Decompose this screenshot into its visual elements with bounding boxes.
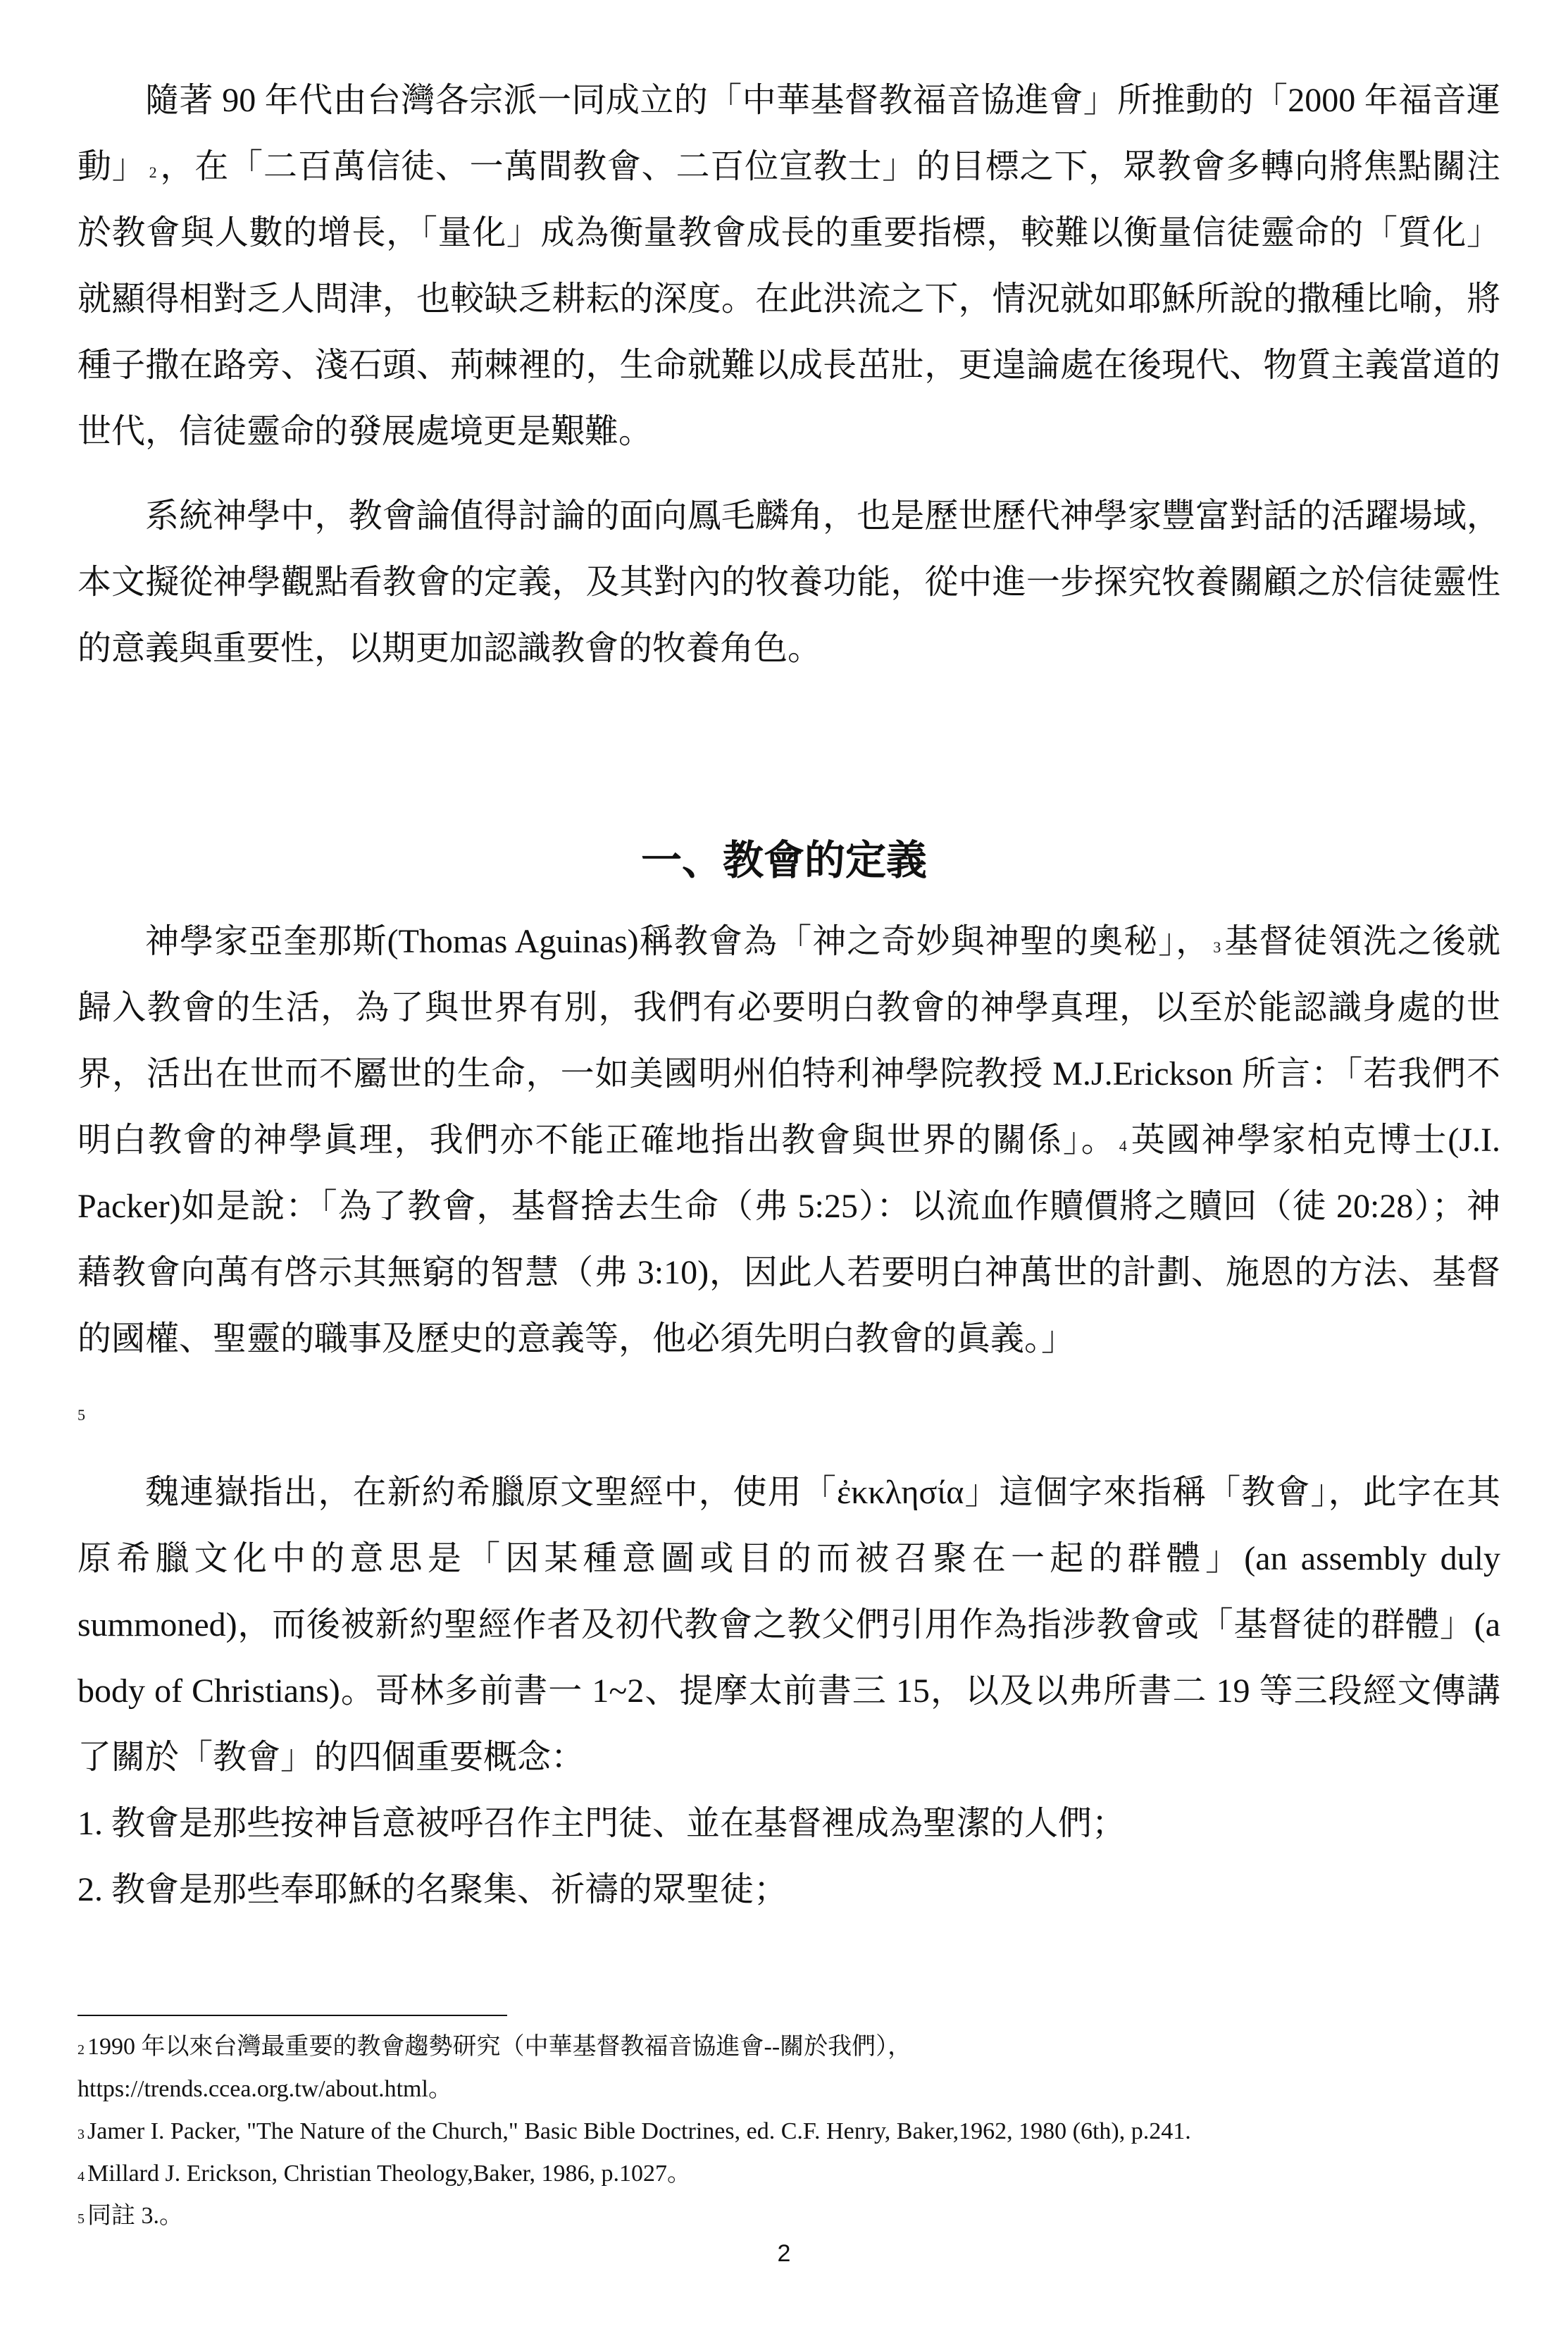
- paragraph-3-text-a: 神學家亞奎那斯(Thomas Aguinas)稱教會為「神之奇妙與神聖的奧秘」，: [145, 923, 1211, 960]
- list-item-1: 1. 教會是那些按神旨意被呼召作主門徒、並在基督裡成為聖潔的人們；: [77, 1805, 1126, 1842]
- footnote-5: [77, 2195, 1500, 2237]
- paragraph-4: 魏連嶽指出，在新約希臘原文聖經中，使用「ἐκκλησία」這個字來指稱「教會」，此字在其原希臘文化中的意思是「因某種意圖或目的而被召聚在一起的群體」(an assembly duly summoned)，而後被新約聖經作者及初代教會之教父們引用作為指涉教會或「基督徒的群體」(a body of Christians)。哥林多前書一 1~2、提摩太前書三 15，以及以弗所書二 19 等三段經文傳講了關於「教會」的四個重要概念：: [77, 1474, 1500, 1776]
- paragraph-1: [77, 68, 1500, 465]
- footnotes: [77, 2026, 1500, 2237]
- footnote-separator: [77, 2015, 507, 2016]
- paragraph-3-text-c: 英國神學家柏克博士(J.I. Packer)如是說：「為了教會，基督捨去生命（弗 5:25）：以流血作贖價將之贖回（徒 20:28）；神藉教會向萬有啓示其無窮的智慧（弗 3:10)，因此人若要明白神萬世的計劃、施恩的方法、基督的國權、聖靈的職事及歷史的意義等，他必須先明白教會的眞義。」: [77, 1121, 1500, 1357]
- paragraph-1-text-b: ，在「二百萬信徒、一萬間教會、二百位宣教士」的目標之下，眾教會多轉向將焦點關注於教會與人數的增長，「量化」成為衡量教會成長的重要指標，較難以衡量信徒靈命的「質化」就顯得相對乏人問津，也較缺乏耕耘的深度。在此洪流之下，情況就如耶穌所說的撒種比喻，將種子撒在路旁、淺石頭、荊棘裡的，生命就難以成長茁壯，更遑論處在後現代、物質主義當道的世代，信徒靈命的發展處境更是艱難。: [77, 148, 1500, 450]
- paragraph-2: 系統神學中，教會論值得討論的面向鳳毛麟角，也是歷世歷代神學家豐富對話的活躍場域，本文擬從神學觀點看教會的定義，及其對內的牧養功能，從中進一步探究牧養關顧之於信徒靈性的意義與重要性，以期更加認識教會的牧養角色。: [77, 497, 1500, 667]
- footnote-2-url[interactable]: [77, 2068, 1500, 2111]
- paragraph-3: [77, 909, 1500, 1372]
- list-item-2: 2. 教會是那些奉耶穌的名聚集、祈禱的眾聖徒；: [77, 1871, 788, 1908]
- footnote-3: [77, 2111, 1500, 2153]
- footnote-2-number: 2: [77, 2042, 85, 2058]
- footnote-3-text: Jamer I. Packer, "The Nature of the Church," Basic Bible Doctrines, ed. C.F. Henry, Baker,1962, 1980 (6th), p.241.: [87, 2118, 1191, 2144]
- footnote-2: [77, 2026, 1500, 2068]
- footnote-ref-2[interactable]: 2: [149, 163, 157, 181]
- page-number: 2: [777, 2240, 791, 2267]
- footnote-ref-3[interactable]: 3: [1213, 938, 1221, 956]
- footnote-2-link[interactable]: https://trends.ccea.org.tw/about.html。: [77, 2076, 452, 2102]
- paragraph-1-text-a: 隨著 90 年代由台灣各宗派一同成立的「中華基督教福音協進會」所推動的「2000 年福音運動」: [77, 82, 1500, 185]
- footnote-4: [77, 2153, 1500, 2195]
- footnote-4-number: 4: [77, 2169, 85, 2184]
- footnote-4-text: Millard J. Erickson, Christian Theology,Baker, 1986, p.1027。: [87, 2161, 692, 2187]
- section-heading: 一、教會的定義: [640, 836, 927, 884]
- paragraph-3-text-b: 基督徒領洗之後就歸入教會的生活，為了與世界有別，我們有必要明白教會的神學真理，以至於能認識身處的世界，活出在世而不屬世的生命，一如美國明州伯特利神學院教授 M.J.Erickson 所言：「若我們不明白教會的神學眞理，我們亦不能正確地指出教會與世界的關係」。: [77, 923, 1500, 1159]
- footnote-5-text: 同註 3.。: [87, 2203, 183, 2229]
- footnote-3-number: 3: [77, 2127, 85, 2142]
- footnote-ref-5[interactable]: 5: [77, 1406, 85, 1424]
- footnote-ref-4[interactable]: 4: [1119, 1137, 1127, 1155]
- footnote-2-text: 1990 年以來台灣最重要的教會趨勢研究（中華基督教福音協進會--關於我們），: [87, 2034, 912, 2060]
- footnote-5-number: 5: [77, 2211, 85, 2227]
